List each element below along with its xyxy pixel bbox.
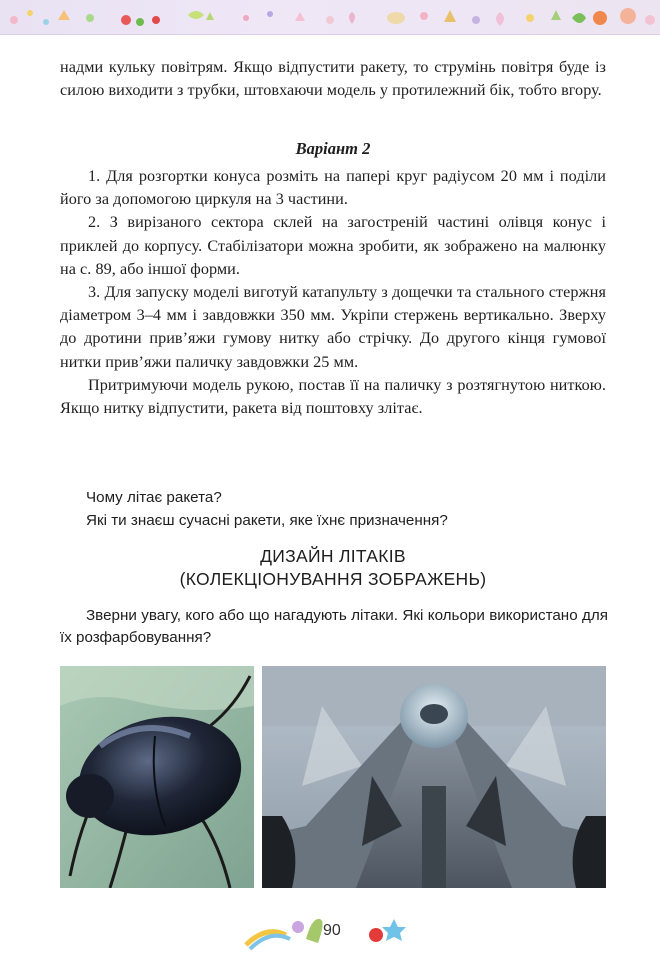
question-2: Які ти знаєш сучасні ракети, яке їхнє призначення? bbox=[86, 512, 448, 529]
steps-block bbox=[60, 165, 606, 420]
step-2: 2. З вирізаного сектора склей на загостреній частині олівця конус і приклей до корпусу. Стабілізатори можна зробити, як зображено на малюнку на с. 89, або іншої форми. bbox=[60, 213, 606, 278]
question-1: Чому літає ракета? bbox=[86, 489, 222, 506]
decorative-header-strip bbox=[0, 0, 660, 35]
step-3: 3. Для запуску моделі виготуй катапульту з дощечки та стального стержня діаметром 3–4 мм і завдовжки 350 мм. Укріпи стержень вертикально. Зверху до дротини прив’яжи гумову нитку або стрічку. До другого кінця гумової нитки прив’яжи паличку завдовжки 25 мм. bbox=[60, 283, 606, 371]
prompt-block bbox=[60, 605, 608, 649]
page-number: 90 bbox=[323, 922, 341, 939]
prompt-text: Зверни увагу, кого або що нагадують літаки. Які кольори використано для їх розфарбовування? bbox=[60, 607, 608, 646]
section-heading-line1: ДИЗАЙН ЛІТАКІВ bbox=[260, 546, 406, 566]
intro-paragraph-block bbox=[60, 56, 606, 102]
beetle-photo bbox=[60, 666, 254, 888]
decorative-pattern bbox=[0, 0, 660, 34]
step-1: 1. Для розгортки конуса розміть на папері круг радіусом 20 мм і поділи його за допомогою циркуля на 3 частини. bbox=[60, 167, 606, 209]
section-heading-line2: (КОЛЕКЦІОНУВАННЯ ЗОБРАЖЕНЬ) bbox=[179, 569, 487, 589]
intro-paragraph: надми кульку повітрям. Якщо відпустити ракету, то струмінь повітря буде із силою виходити з трубки, штовхаючи модель у протилежний бік, тобто вгору. bbox=[60, 58, 606, 100]
section-heading bbox=[60, 545, 606, 591]
variant-title: Варіант 2 bbox=[295, 139, 371, 158]
fighter-jet-photo bbox=[262, 666, 606, 888]
questions-block bbox=[60, 486, 620, 532]
step-4: Притримуючи модель рукою, постав її на паличку з розтягнутою ниткою. Якщо нитку відпустити, ракета від поштовху злітає. bbox=[60, 375, 606, 418]
